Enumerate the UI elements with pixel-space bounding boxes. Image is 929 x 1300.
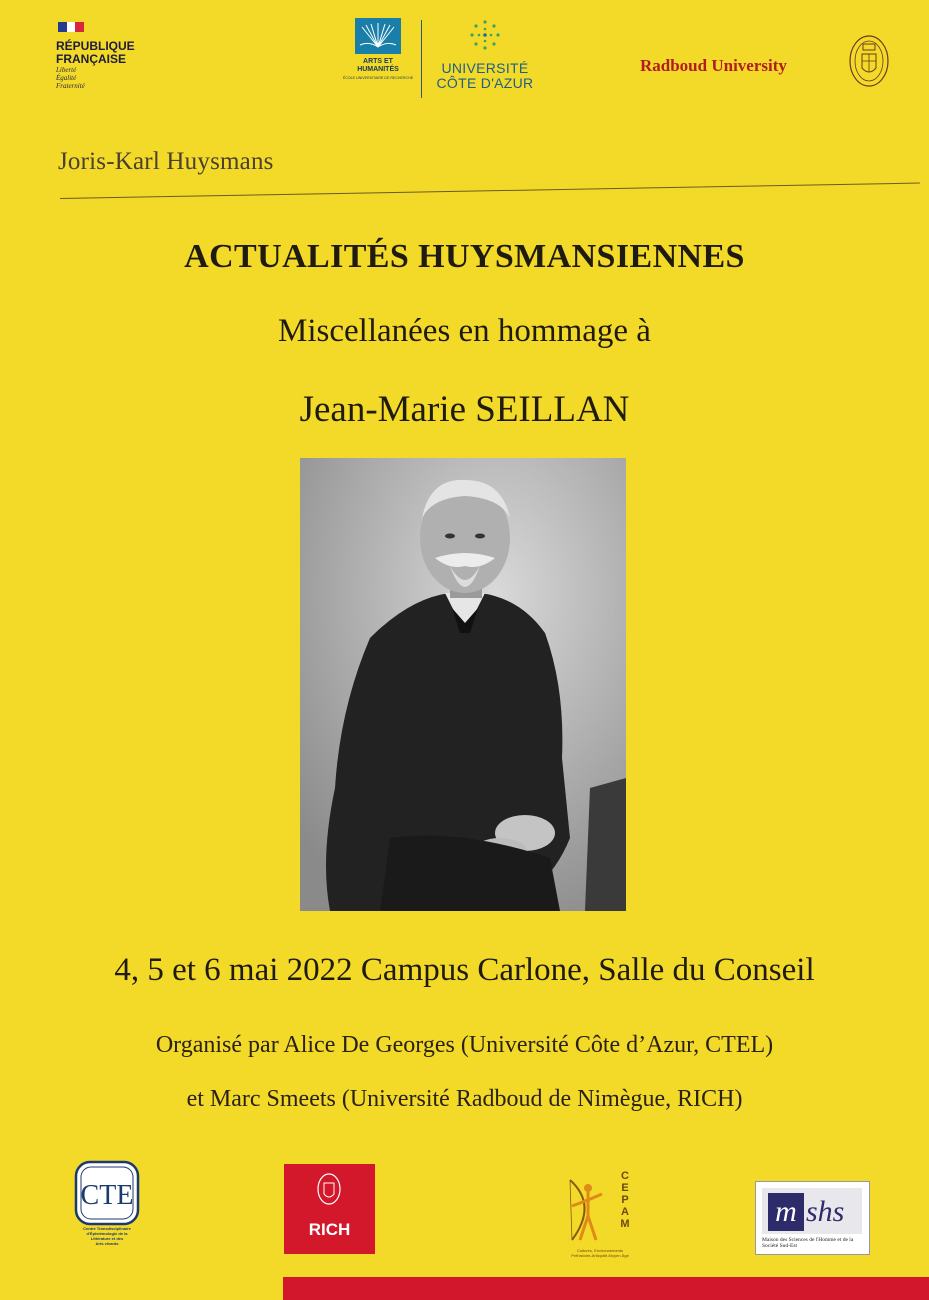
cepam-caption (562, 1248, 638, 1258)
divider-line (60, 183, 920, 199)
subtitle-line2: Jean-Marie SEILLAN (299, 389, 630, 430)
archer-icon (558, 1170, 618, 1248)
ah-line2: HUMANITÉS (357, 66, 399, 73)
cepam-letters (618, 1170, 632, 1230)
ctel-letters: CTE (80, 1180, 134, 1211)
french-flag-icon (58, 22, 84, 32)
cepam-logo (558, 1170, 638, 1260)
rf-motto-1: Liberté (56, 66, 77, 74)
dots-circle-icon (468, 18, 502, 52)
organizers-line2: et Marc Smeets (Université Radboud de Nimègue, RICH) (186, 1086, 743, 1112)
ah-line1: ARTS ET (363, 58, 393, 65)
ctel-caption-3: Littérature et des (90, 1236, 124, 1241)
portrait-photo (300, 458, 626, 911)
radboud-seal-icon (848, 34, 890, 93)
mshs-emblem (762, 1188, 862, 1234)
mshs-rest: shs (806, 1195, 845, 1228)
organizers-line1: Organisé par Alice De Georges (Université Côte d’Azur, CTEL) (155, 1032, 774, 1058)
rf-line1: RÉPUBLIQUE (56, 39, 135, 53)
universite-cote-azur-logo (430, 18, 540, 91)
cepam-letter-m: M (620, 1218, 630, 1230)
rich-logo (284, 1164, 375, 1254)
rf-line2: FRANÇAISE (56, 52, 127, 66)
rf-motto-2: Égalité (56, 74, 77, 82)
page-title: ACTUALITÉS HUYSMANSIENNES (184, 238, 745, 275)
mshs-logo (755, 1181, 870, 1255)
ctel-caption-2: d'Épistémologie de la (86, 1231, 128, 1236)
event-date-place: 4, 5 et 6 mai 2022 Campus Carlone, Salle du Conseil (114, 952, 815, 988)
mshs-m: m (768, 1193, 804, 1231)
cepam-caption-2: Préhistoire-Antiquité-Moyen Âge (571, 1253, 629, 1258)
rf-motto-3: Fraternité (56, 82, 85, 90)
arts-humanites-logo (338, 18, 418, 80)
ctel-logo (72, 1160, 142, 1246)
open-book-icon (355, 18, 401, 54)
ctel-caption (72, 1226, 142, 1246)
footer-red-bar (283, 1277, 929, 1300)
cepam-letter-p: P (621, 1194, 629, 1206)
ctel-emblem-icon (72, 1160, 142, 1226)
ctel-caption-1: Centre Transdisciplinaire (83, 1226, 131, 1231)
rich-label: RICH (308, 1220, 351, 1239)
author-name: Joris-Karl Huysmans (58, 148, 274, 175)
logo-divider (421, 20, 422, 98)
uca-line1: UNIVERSITÉ (441, 60, 529, 76)
radboud-university-name: Radboud University (640, 56, 787, 75)
mshs-caption: Maison des Sciences de l'Homme et de la Société Sud-Est (762, 1237, 854, 1249)
cepam-caption-1: Cultures, Environnements (576, 1248, 624, 1253)
uca-line2: CÔTE D'AZUR (436, 75, 534, 91)
cepam-letter-e: E (621, 1182, 629, 1194)
cepam-letter-a: A (621, 1206, 629, 1218)
rich-seal-icon (316, 1172, 342, 1206)
subtitle-line1: Miscellanées en hommage à (278, 313, 651, 349)
cepam-letter-c: C (621, 1170, 629, 1182)
republique-francaise-logo (56, 22, 166, 90)
ah-line3: ÉCOLE UNIVERSITAIRE DE RECHERCHE (342, 76, 414, 80)
ctel-caption-4: Arts vivants (95, 1241, 119, 1246)
